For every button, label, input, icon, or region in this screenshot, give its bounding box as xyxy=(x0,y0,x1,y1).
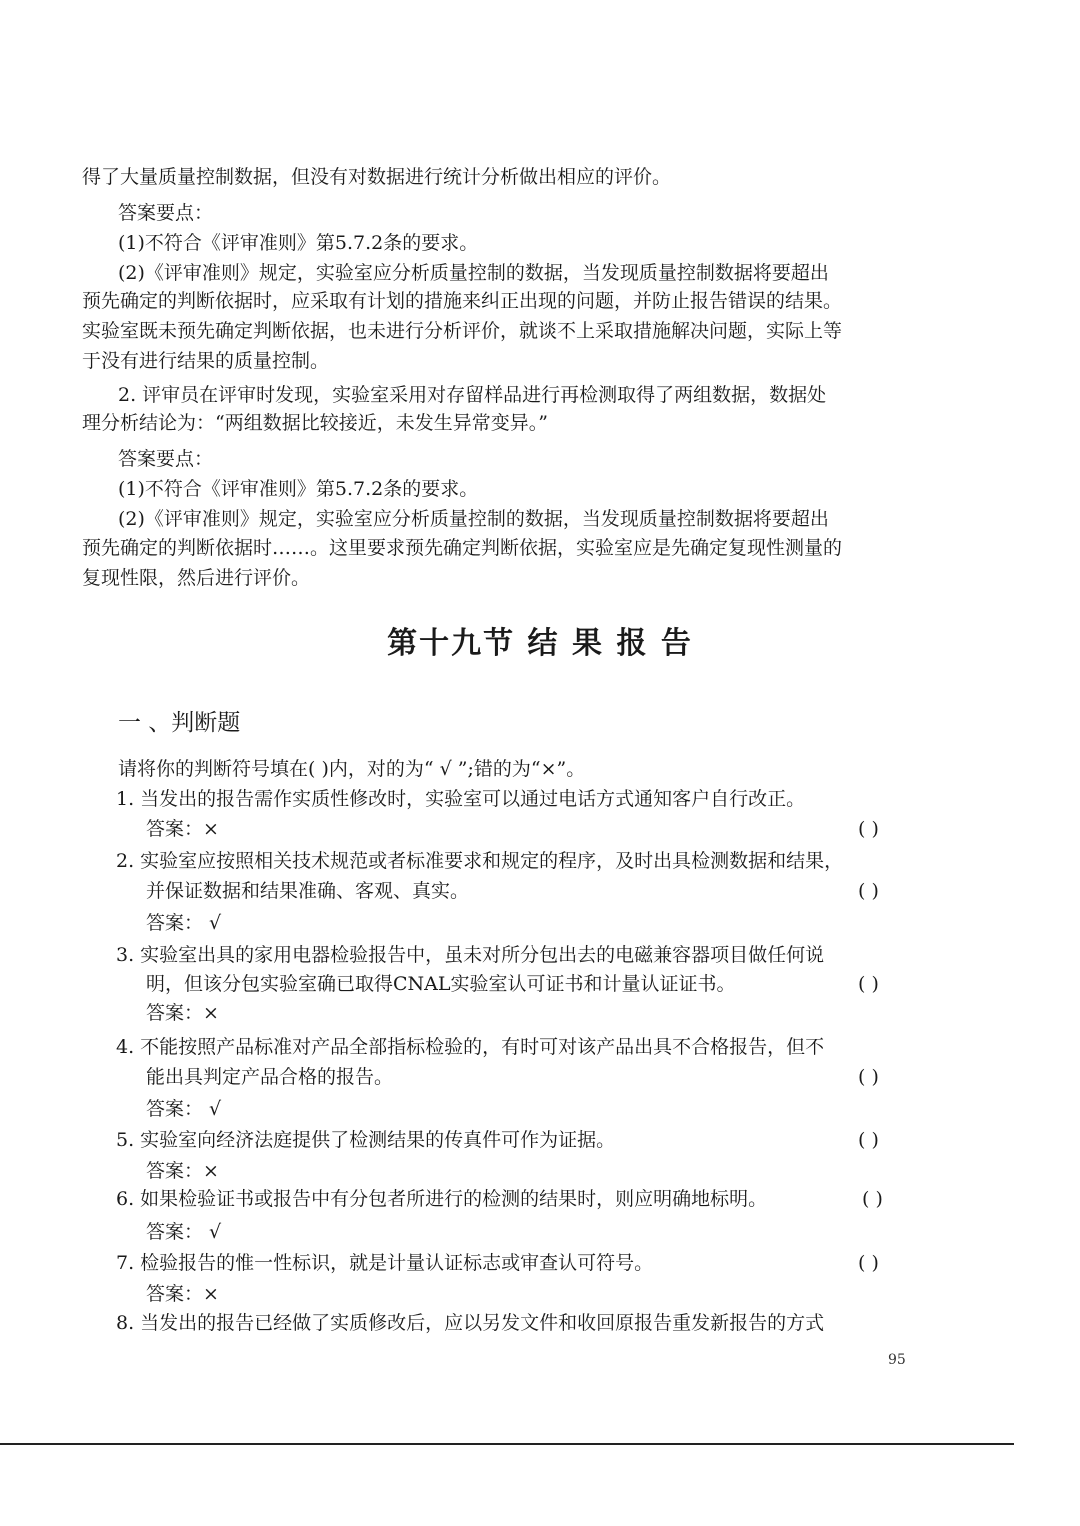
question-3-cont: 明，但该分包实验室确已取得CNAL实验室认可证书和计量认证证书。 xyxy=(146,973,736,995)
subsection-title: 一 、判断题 xyxy=(118,710,241,736)
question-5: 5. 实验室向经济法庭提供了检测结果的传真件可作为证据。 xyxy=(116,1129,616,1151)
bottom-rule xyxy=(0,1443,1014,1445)
question-2: 2. 实验室应按照相关技术规范或者标准要求和规定的程序，及时出具检测数据和结果， xyxy=(116,850,844,872)
question-8: 8. 当发出的报告已经做了实质修改后，应以另发文件和收回原报告重发新报告的方式 xyxy=(116,1312,825,1334)
answer-2: 答案： √ xyxy=(146,912,222,934)
answer-3: 答案：× xyxy=(146,1002,219,1024)
intro-line-1: 得了大量质量控制数据，但没有对数据进行统计分析做出相应的评价。 xyxy=(82,166,672,188)
question-4: 4. 不能按照产品标准对产品全部指标检验的，有时可对该产品出具不合格报告，但不 xyxy=(116,1036,825,1058)
answer-point-2-2b: 预先确定的判断依据时……。这里要求预先确定判断依据，实验室应是先确定复现性测量的 xyxy=(82,537,843,559)
answer-7: 答案：× xyxy=(146,1283,219,1305)
instruction: 请将你的判断符号填在( )内，对的为“ √ ”;错的为“×”。 xyxy=(118,758,586,780)
answer-point-1-2a: (2)《评审准则》规定，实验室应分析质量控制的数据，当发现质量控制数据将要超出 xyxy=(118,262,829,284)
answer-point-2-1: (1)不符合《评审准则》第5.7.2条的要求。 xyxy=(118,478,479,500)
answer-point-2-2c: 复现性限，然后进行评价。 xyxy=(82,567,311,589)
answer-5: 答案：× xyxy=(146,1160,219,1182)
answer-4: 答案： √ xyxy=(146,1098,222,1120)
question-6: 6. 如果检验证书或报告中有分包者所进行的检测的结果时，则应明确地标明。 xyxy=(116,1188,768,1210)
answer-blank-5: ( ) xyxy=(858,1129,879,1151)
question-2-cont: 并保证数据和结果准确、客观、真实。 xyxy=(146,880,470,902)
answer-point-2-2a: (2)《评审准则》规定，实验室应分析质量控制的数据，当发现质量控制数据将要超出 xyxy=(118,508,829,530)
answer-label-2: 答案要点： xyxy=(118,448,214,470)
question-2-line-a: 2. 评审员在评审时发现，实验室采用对存留样品进行再检测取得了两组数据，数据处 xyxy=(118,384,827,406)
answer-point-1-2b: 预先确定的判断依据时，应采取有计划的措施来纠正出现的问题，并防止报告错误的结果。 xyxy=(82,290,843,312)
question-7: 7. 检验报告的惟一性标识，就是计量认证标志或审查认可符号。 xyxy=(116,1252,654,1274)
section-title: 第十九节 结 果 报 告 xyxy=(387,626,693,661)
answer-blank-6: ( ) xyxy=(862,1188,883,1210)
answer-blank-4: ( ) xyxy=(858,1066,879,1088)
answer-point-1-2d: 于没有进行结果的质量控制。 xyxy=(82,350,330,372)
question-4-cont: 能出具判定产品合格的报告。 xyxy=(146,1066,394,1088)
answer-blank-3: ( ) xyxy=(858,973,879,995)
answer-blank-1: ( ) xyxy=(858,818,879,840)
answer-point-1-1: (1)不符合《评审准则》第5.7.2条的要求。 xyxy=(118,232,479,254)
answer-blank-2: ( ) xyxy=(858,880,879,902)
answer-6: 答案： √ xyxy=(146,1221,222,1243)
question-2-line-b: 理分析结论为：“两组数据比较接近，未发生异常变异。” xyxy=(82,412,548,434)
page-number: 95 xyxy=(888,1352,906,1368)
answer-label-1: 答案要点： xyxy=(118,202,214,224)
question-3: 3. 实验室出具的家用电器检验报告中，虽未对所分包出去的电磁兼容器项目做任何说 xyxy=(116,944,825,966)
answer-blank-7: ( ) xyxy=(858,1252,879,1274)
answer-1: 答案：× xyxy=(146,818,219,840)
answer-point-1-2c: 实验室既未预先确定判断依据，也未进行分析评价，就谈不上采取措施解决问题，实际上等 xyxy=(82,320,843,342)
question-1: 1. 当发出的报告需作实质性修改时，实验室可以通过电话方式通知客户自行改正。 xyxy=(116,788,806,810)
